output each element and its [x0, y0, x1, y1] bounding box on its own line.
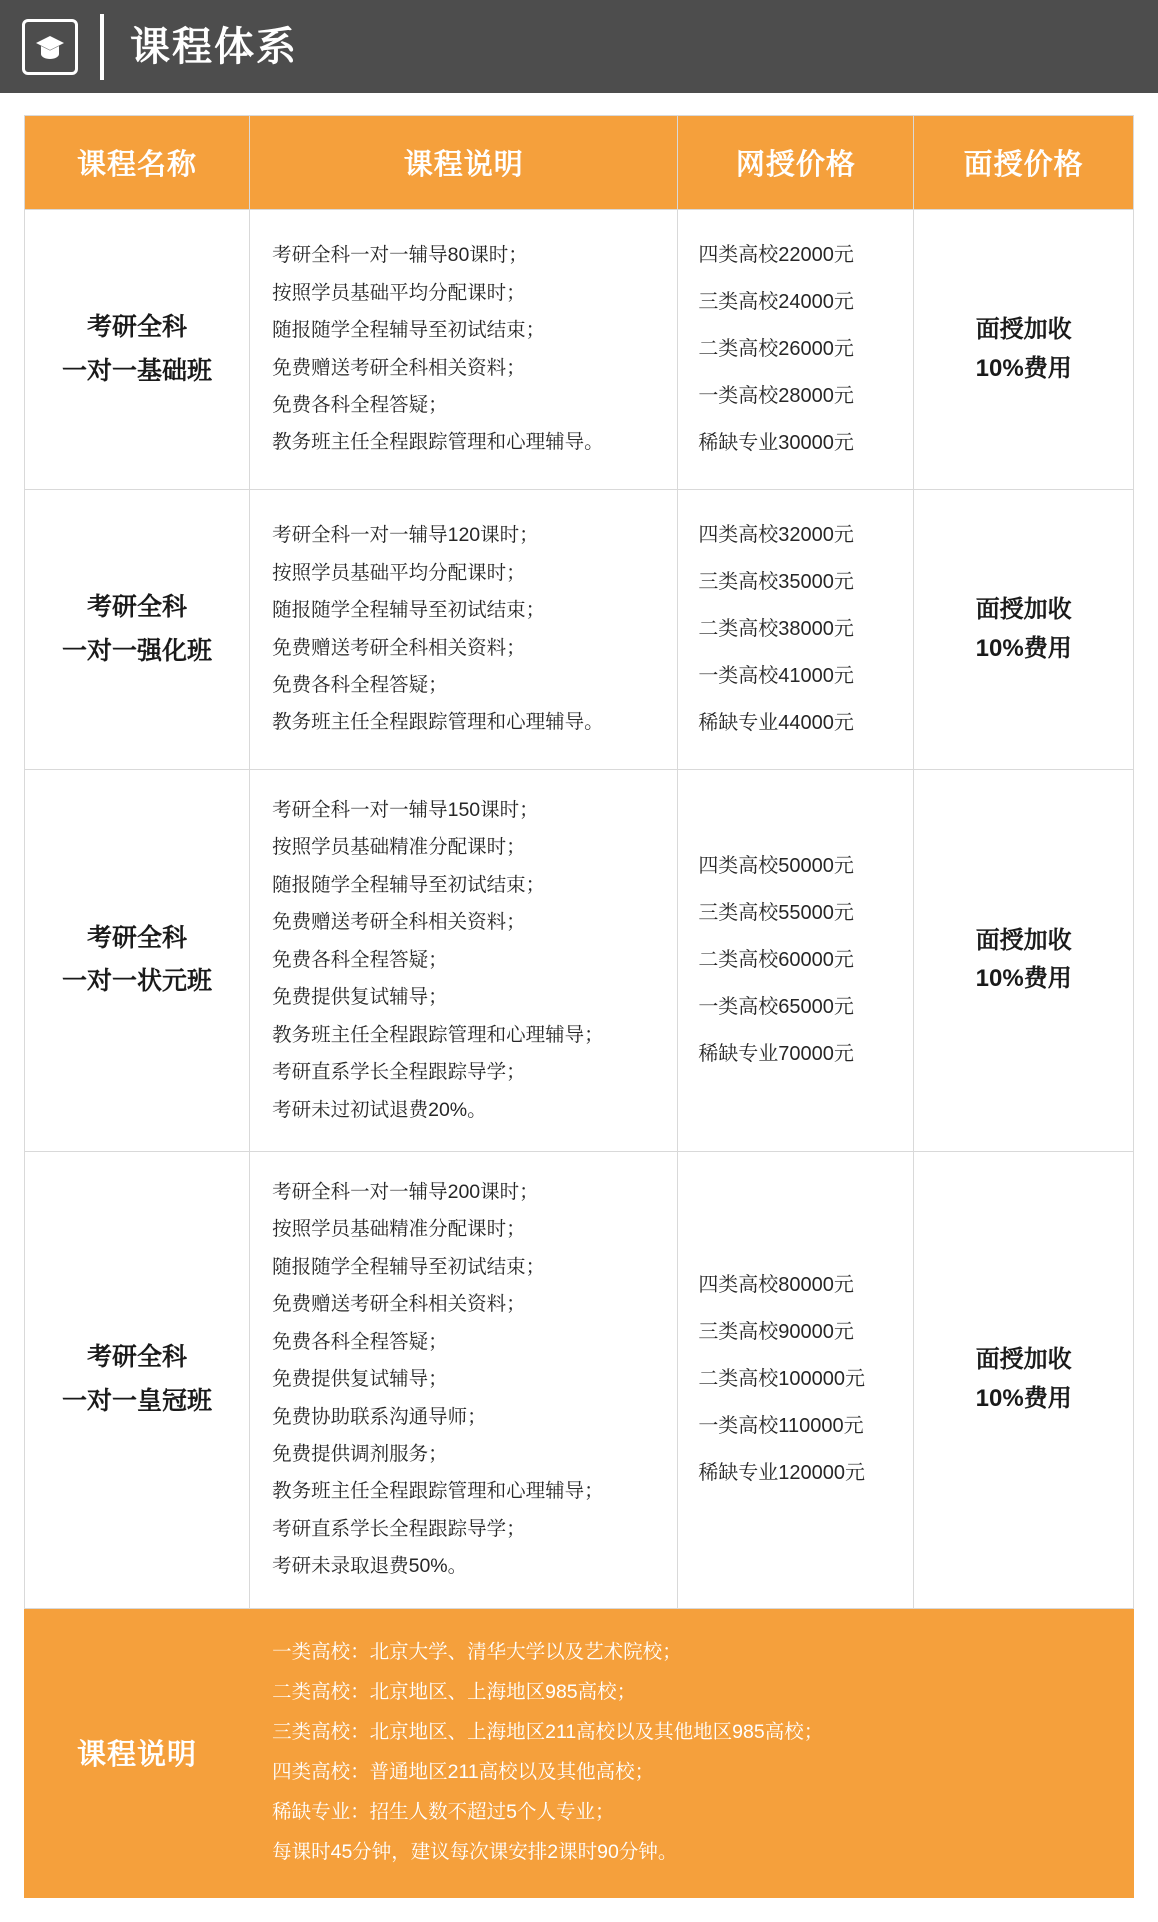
- price-line: 稀缺专业70000元: [698, 1042, 854, 1065]
- desc-line: 免费各科全程答疑；: [272, 948, 448, 971]
- course-desc-cell: [250, 770, 678, 1152]
- note-line: 四类高校：普通地区211高校以及其他高校；: [272, 1760, 655, 1783]
- offline-price-line: 面授加收: [975, 316, 1072, 344]
- course-table-container: [0, 93, 1158, 1922]
- price-line: 一类高校65000元: [698, 995, 854, 1018]
- table-row: [25, 490, 1134, 770]
- course-name-line: 一对一基础班: [62, 356, 213, 385]
- desc-line: 免费各科全程答疑；: [272, 1330, 448, 1353]
- table-body: [25, 210, 1134, 1898]
- course-name-cell: [25, 1151, 250, 1608]
- course-name-line: 考研全科: [87, 1343, 188, 1372]
- price-line: 稀缺专业30000元: [698, 432, 854, 454]
- price-line: 稀缺专业44000元: [698, 712, 854, 734]
- price-line: 三类高校55000元: [698, 901, 854, 924]
- desc-line: 免费赠送考研全科相关资料；: [272, 356, 526, 379]
- note-line: 三类高校：北京地区、上海地区211高校以及其他地区985高校；: [272, 1720, 824, 1743]
- desc-line: 免费提供复试辅导；: [272, 1368, 448, 1391]
- table-header-row: [25, 116, 1134, 210]
- desc-line: 随报随学全程辅导至初试结束；: [272, 873, 546, 896]
- page-header: [0, 0, 1158, 93]
- desc-line: 随报随学全程辅导至初试结束；: [272, 319, 546, 342]
- price-line: 一类高校28000元: [698, 385, 854, 407]
- desc-line: 免费协助联系沟通导师；: [272, 1405, 487, 1428]
- price-line: 三类高校24000元: [698, 291, 854, 313]
- desc-line: 免费各科全程答疑；: [272, 393, 448, 416]
- offline-price-line: 面授加收: [975, 596, 1072, 624]
- graduation-cap-icon: [22, 19, 78, 75]
- offline-price-line: 10%费用: [975, 634, 1072, 662]
- note-line: 一类高校：北京大学、清华大学以及艺术院校；: [272, 1640, 682, 1663]
- page-title: 课程体系: [130, 24, 298, 69]
- course-note-body: [250, 1608, 1134, 1897]
- desc-line: 按照学员基础精准分配课时；: [272, 1218, 526, 1241]
- offline-price-line: 面授加收: [975, 1346, 1072, 1374]
- desc-line: 考研全科一对一辅导80课时；: [272, 244, 528, 267]
- course-name-cell: [25, 770, 250, 1152]
- price-line: 二类高校26000元: [698, 338, 854, 360]
- desc-line: 教务班主任全程跟踪管理和心理辅导。: [272, 711, 604, 734]
- table-row: [25, 1151, 1134, 1608]
- col-header-course-name: 课程名称: [25, 116, 250, 210]
- table-row: [25, 210, 1134, 490]
- desc-line: 教务班主任全程跟踪管理和心理辅导；: [272, 1023, 604, 1046]
- col-header-online-price: 网授价格: [678, 116, 914, 210]
- course-name-line: 考研全科: [87, 592, 188, 621]
- table-header: [25, 116, 1134, 210]
- course-name-line: 一对一状元班: [62, 967, 213, 996]
- price-line: 四类高校80000元: [698, 1274, 854, 1297]
- course-desc-cell: [250, 1151, 678, 1608]
- course-name-line: 一对一强化班: [62, 636, 213, 665]
- desc-line: 免费提供调剂服务；: [272, 1443, 448, 1465]
- course-name-line: 考研全科: [87, 923, 188, 952]
- desc-line: 免费赠送考研全科相关资料；: [272, 636, 526, 659]
- col-header-offline-price: 面授价格: [914, 116, 1134, 210]
- desc-line: 教务班主任全程跟踪管理和心理辅导。: [272, 431, 604, 454]
- course-desc-cell: [250, 210, 678, 490]
- offline-price-line: 面授加收: [975, 927, 1072, 955]
- header-divider: [100, 14, 104, 80]
- course-name-cell: [25, 210, 250, 490]
- note-line: 每课时45分钟，建议每次课安排2课时90分钟。: [272, 1840, 678, 1863]
- course-name-line: 考研全科: [87, 312, 188, 341]
- price-line: 四类高校32000元: [698, 524, 854, 546]
- desc-line: 按照学员基础精准分配课时；: [272, 836, 526, 859]
- course-name-cell: [25, 490, 250, 770]
- desc-line: 考研全科一对一辅导150课时；: [272, 799, 539, 821]
- offline-price-cell: [914, 490, 1134, 770]
- price-line: 四类高校50000元: [698, 854, 854, 877]
- desc-line: 免费提供复试辅导；: [272, 986, 448, 1009]
- course-table: [24, 115, 1134, 1898]
- desc-line: 考研直系学长全程跟踪导学；: [272, 1517, 526, 1540]
- offline-price-line: 10%费用: [975, 1384, 1072, 1412]
- offline-price-line: 10%费用: [975, 354, 1072, 382]
- price-line: 二类高校100000元: [698, 1368, 866, 1391]
- price-line: 稀缺专业120000元: [698, 1462, 866, 1485]
- desc-line: 考研未过初试退费20%。: [272, 1098, 487, 1121]
- col-header-course-desc: 课程说明: [250, 116, 678, 210]
- online-price-cell: [678, 1151, 914, 1608]
- online-price-cell: [678, 770, 914, 1152]
- table-row: [25, 770, 1134, 1152]
- price-line: 二类高校60000元: [698, 948, 854, 971]
- desc-line: 按照学员基础平均分配课时；: [272, 281, 526, 304]
- online-price-cell: [678, 490, 914, 770]
- offline-price-cell: [914, 1151, 1134, 1608]
- desc-line: 考研直系学长全程跟踪导学；: [272, 1061, 526, 1084]
- online-price-cell: [678, 210, 914, 490]
- note-line: 稀缺专业：招生人数不超过5个人专业；: [272, 1800, 615, 1823]
- desc-line: 随报随学全程辅导至初试结束；: [272, 599, 546, 622]
- desc-line: 按照学员基础平均分配课时；: [272, 561, 526, 584]
- price-line: 一类高校110000元: [698, 1415, 864, 1438]
- desc-line: 随报随学全程辅导至初试结束；: [272, 1255, 546, 1278]
- desc-line: 考研未录取退费50%。: [272, 1555, 468, 1578]
- course-name-line: 一对一皇冠班: [62, 1386, 213, 1415]
- desc-line: 免费各科全程答疑；: [272, 673, 448, 696]
- course-note-row: [25, 1608, 1134, 1897]
- note-line: 二类高校：北京地区、上海地区985高校；: [272, 1680, 637, 1703]
- price-line: 一类高校41000元: [698, 665, 854, 687]
- offline-price-line: 10%费用: [975, 965, 1072, 993]
- desc-line: 免费赠送考研全科相关资料；: [272, 911, 526, 934]
- price-line: 四类高校22000元: [698, 244, 854, 266]
- course-note-label: 课程说明: [25, 1608, 250, 1897]
- price-line: 三类高校35000元: [698, 571, 854, 593]
- desc-line: 考研全科一对一辅导120课时；: [272, 524, 539, 547]
- offline-price-cell: [914, 210, 1134, 490]
- price-line: 三类高校90000元: [698, 1321, 854, 1344]
- desc-line: 考研全科一对一辅导200课时；: [272, 1180, 539, 1203]
- offline-price-cell: [914, 770, 1134, 1152]
- desc-line: 免费赠送考研全科相关资料；: [272, 1293, 526, 1316]
- course-desc-cell: [250, 490, 678, 770]
- desc-line: 教务班主任全程跟踪管理和心理辅导；: [272, 1480, 604, 1503]
- price-line: 二类高校38000元: [698, 618, 854, 640]
